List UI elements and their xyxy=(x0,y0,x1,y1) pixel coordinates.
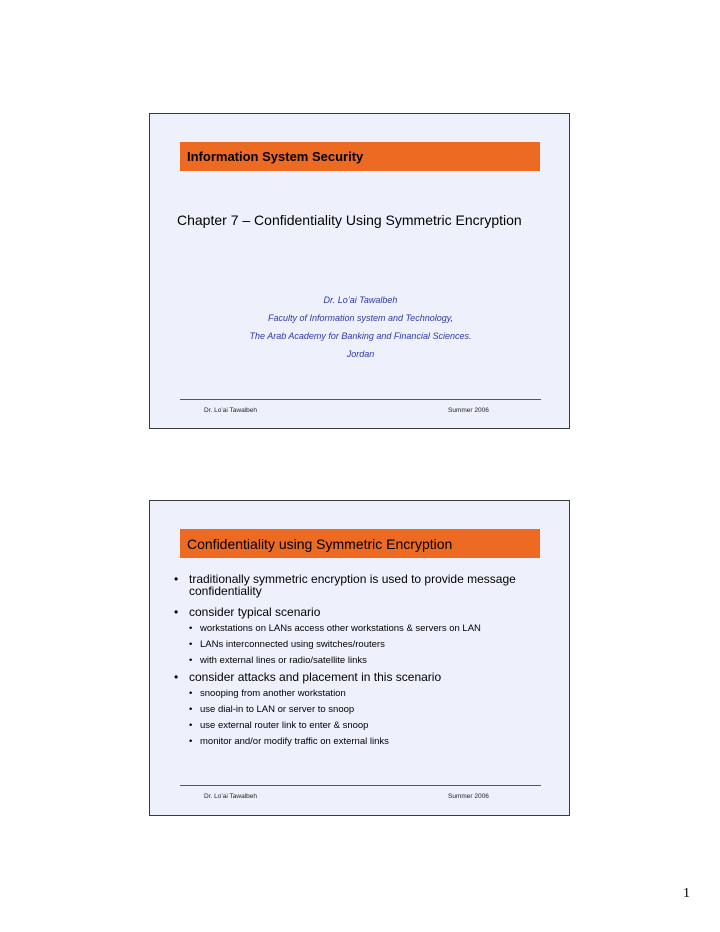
author-country: Jordan xyxy=(346,349,375,359)
author-block xyxy=(150,291,571,363)
sub-bullet-item: • snooping from another workstation xyxy=(189,688,554,699)
footer-divider xyxy=(180,399,541,400)
footer-divider xyxy=(180,785,541,786)
bullet-item xyxy=(174,606,554,666)
author-faculty: Faculty of Information system and Technology, xyxy=(267,313,454,323)
chapter-heading: Chapter 7 – Confidentiality Using Symmetric Encryption xyxy=(177,212,522,228)
bullet-text: traditionally symmetric encryption is used to provide message confidentiality xyxy=(189,572,516,598)
footer-date: Summer 2006 xyxy=(448,793,489,800)
page-number: 1 xyxy=(683,886,690,901)
bullet-text: consider attacks and placement in this scenario xyxy=(189,670,442,684)
sub-bullet-item: • monitor and/or modify traffic on external links xyxy=(189,736,554,747)
sub-bullet-list xyxy=(189,688,554,747)
slide-2 xyxy=(149,500,570,816)
sub-bullet-item: • workstations on LANs access other workstations & servers on LAN xyxy=(189,623,554,634)
slide-title: Information System Security xyxy=(180,142,540,171)
bullet-text: consider typical scenario xyxy=(189,605,321,619)
slide-1 xyxy=(149,113,570,429)
sub-bullet-list xyxy=(189,623,554,666)
sub-bullet-item: • use dial-in to LAN or server to snoop xyxy=(189,704,554,715)
bullet-list xyxy=(174,573,554,752)
footer-date: Summer 2006 xyxy=(448,407,489,414)
bullet-item xyxy=(174,573,554,597)
sub-bullet-item: • use external router link to enter & snoop xyxy=(189,720,554,731)
footer-author: Dr. Lo’ai Tawalbeh xyxy=(204,793,257,800)
sub-bullet-item: • with external lines or radio/satellite links xyxy=(189,655,554,666)
footer-author: Dr. Lo’ai Tawalbeh xyxy=(204,407,257,414)
author-institution: The Arab Academy for Banking and Financial Sciences. xyxy=(249,331,472,341)
sub-bullet-item: • LANs interconnected using switches/routers xyxy=(189,639,554,650)
slide-title: Confidentiality using Symmetric Encryption xyxy=(180,529,540,558)
author-name: Dr. Lo’ai Tawalbeh xyxy=(323,295,398,305)
bullet-item xyxy=(174,671,554,747)
